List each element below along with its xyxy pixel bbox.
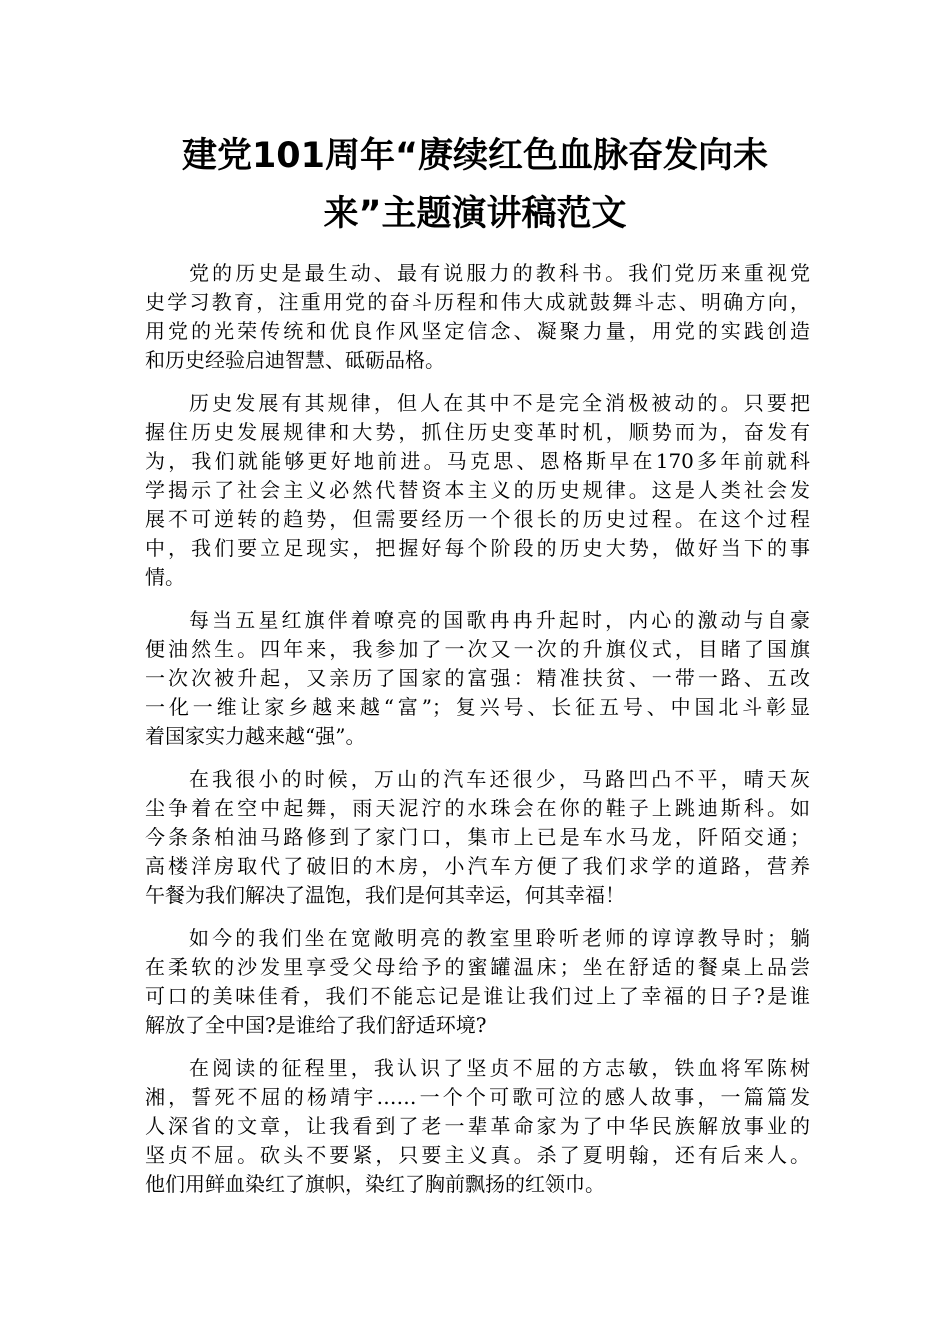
paragraph-line: 他们用鲜血染红了旗帜，染红了胸前飘扬的红领巾。 — [145, 1172, 605, 1196]
paragraph-line: 坚贞不屈。砍头不要紧，只要主义真。杀了夏明翰，还有后来人。 — [145, 1143, 810, 1167]
paragraph-line: 高楼洋房取代了破旧的木房，小汽车方便了我们求学的道路，营养 — [145, 854, 810, 878]
paragraph-line: 每当五星红旗伴着嘹亮的国歌冉冉升起时，内心的激动与自豪 — [189, 608, 810, 632]
paragraph-line: 在柔软的沙发里享受父母给予的蜜罐温床；坐在舒适的餐桌上品尝 — [145, 955, 810, 979]
paragraph — [145, 765, 810, 910]
paragraph-line: 握住历史发展规律和大势，抓住历史变革时机，顺势而为，奋发有 — [145, 420, 810, 444]
paragraph-line: 学揭示了社会主义必然代替资本主义的历史规律。这是人类社会发 — [145, 478, 810, 502]
paragraph-line: 中，我们要立足现实，把握好每个阶段的历史大势，做好当下的事 — [145, 536, 810, 560]
paragraph-line: 解放了全中国?是谁给了我们舒适环境? — [145, 1013, 487, 1037]
paragraph-line: 便油然生。四年来，我参加了一次又一次的升旗仪式，目睹了国旗 — [145, 637, 810, 661]
document-body — [145, 259, 810, 1213]
paragraph-line: 午餐为我们解决了温饱，我们是何其幸运，何其幸福！ — [145, 883, 625, 907]
paragraph — [145, 389, 810, 592]
paragraph — [145, 606, 810, 751]
paragraph-line: 为，我们就能够更好地前进。马克思、恩格斯早在170多年前就科 — [145, 449, 810, 473]
paragraph-line: 今条条柏油马路修到了家门口，集市上已是车水马龙，阡陌交通； — [145, 825, 810, 849]
document-title-line-1: 建党101周年“赓续红色血脉奋发向未 — [181, 136, 769, 176]
paragraph-line: 史学习教育，注重用党的奋斗历程和伟大成就鼓舞斗志、明确方向， — [145, 290, 810, 314]
paragraph-line: 一化一维让家乡越来越“富”；复兴号、长征五号、中国北斗彰显 — [145, 695, 810, 719]
paragraph-line: 一次次被升起，又亲历了国家的富强：精准扶贫、一带一路、五改 — [145, 666, 810, 690]
paragraph-line: 在我很小的时候，万山的汽车还很少，马路凹凸不平，晴天灰 — [189, 767, 810, 791]
paragraph — [145, 259, 810, 375]
paragraph-line: 着国家实力越来越“强”。 — [145, 724, 366, 748]
document-title-line-2: 来”主题演讲稿范文 — [323, 194, 627, 234]
paragraph-line: 情。 — [145, 565, 185, 589]
paragraph-line: 展不可逆转的趋势，但需要经历一个很长的历史过程。在这个过程 — [145, 507, 810, 531]
paragraph-line: 如今的我们坐在宽敞明亮的教室里聆听老师的谆谆教导时；躺 — [189, 926, 810, 950]
paragraph-line: 用党的光荣传统和优良作风坚定信念、凝聚力量，用党的实践创造 — [145, 319, 810, 343]
paragraph-line: 可口的美味佳肴，我们不能忘记是谁让我们过上了幸福的日子?是谁 — [145, 984, 810, 1008]
paragraph-line: 尘争着在空中起舞，雨天泥泞的水珠会在你的鞋子上跳迪斯科。如 — [145, 796, 810, 820]
paragraph-line: 历史发展有其规律，但人在其中不是完全消极被动的。只要把 — [189, 391, 810, 415]
paragraph — [145, 1054, 810, 1199]
paragraph-line: 党的历史是最生动、最有说服力的教科书。我们党历来重视党 — [189, 261, 810, 285]
paragraph-line: 和历史经验启迪智慧、砥砺品格。 — [145, 348, 445, 372]
paragraph-line: 湘，誓死不屈的杨靖宇……一个个可歌可泣的感人故事，一篇篇发 — [145, 1085, 810, 1109]
paragraph-line: 在阅读的征程里，我认识了坚贞不屈的方志敏，铁血将军陈树 — [189, 1056, 810, 1080]
paragraph — [145, 924, 810, 1040]
paragraph-line: 人深省的文章，让我看到了老一辈革命家为了中华民族解放事业的 — [145, 1114, 810, 1138]
